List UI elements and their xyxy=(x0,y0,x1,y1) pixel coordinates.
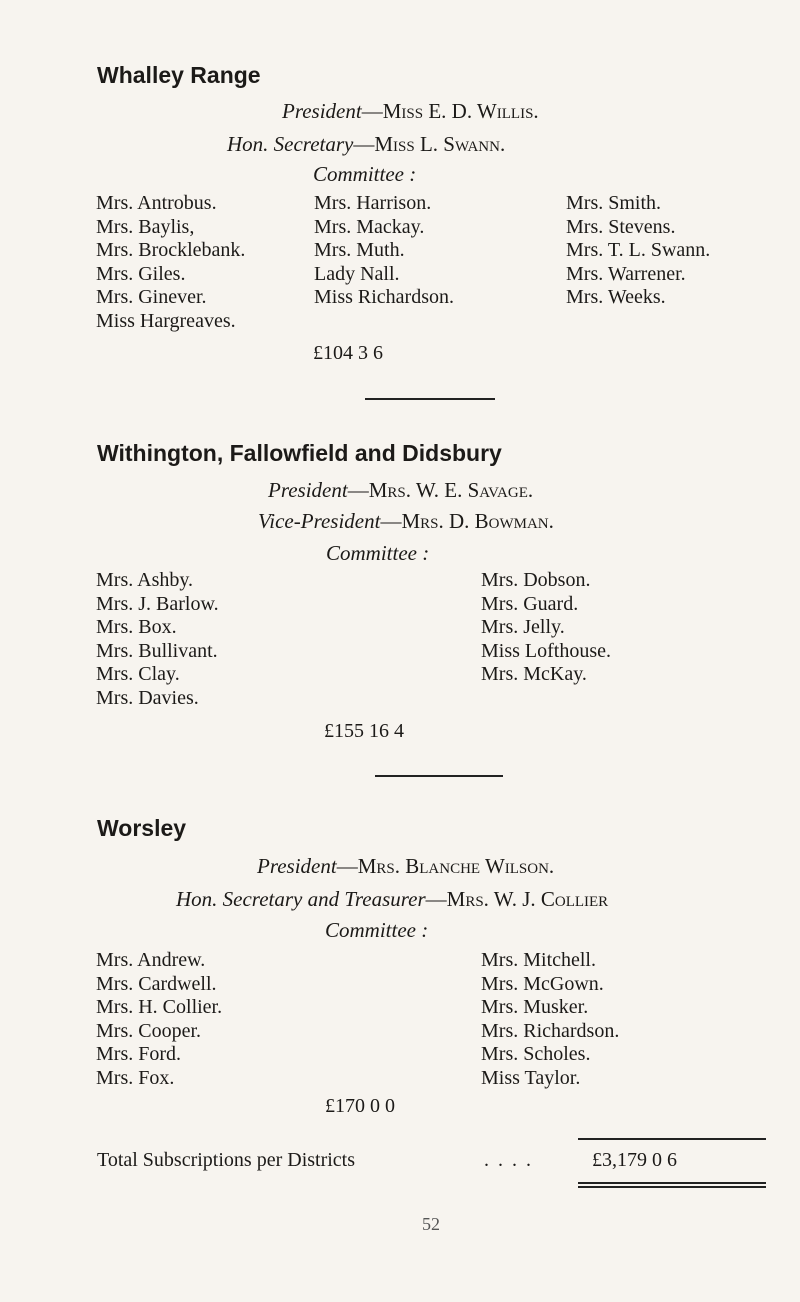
member: Miss Lofthouse. xyxy=(481,639,611,662)
member: Mrs. Ashby. xyxy=(96,569,194,591)
member: Mrs. Jelly. xyxy=(481,616,565,638)
member: Mrs. Cardwell. xyxy=(96,972,217,995)
member: Mrs. Andrew. xyxy=(96,949,206,971)
section-heading: Whalley Range xyxy=(97,62,261,88)
member: Mrs. Cooper. xyxy=(96,1019,201,1042)
member: Mrs. Warrener. xyxy=(566,262,686,285)
member: Mrs. Smith. xyxy=(566,192,662,214)
committee-column-2 xyxy=(481,569,611,687)
committee-column-2 xyxy=(481,949,619,1090)
committee-column-3 xyxy=(566,192,710,310)
committee-label: Committee : xyxy=(313,162,417,186)
member: Mrs. Davies. xyxy=(96,686,199,709)
committee-label: Committee : xyxy=(325,918,429,942)
committee-column-1 xyxy=(96,569,219,710)
member: Mrs. H. Collier. xyxy=(96,996,223,1018)
member: Mrs. Musker. xyxy=(481,996,589,1018)
member: Miss Taylor. xyxy=(481,1066,581,1089)
member: Mrs. Ford. xyxy=(96,1043,182,1065)
member: Mrs. McGown. xyxy=(481,972,604,995)
member: Mrs. McKay. xyxy=(481,663,587,685)
section-divider xyxy=(365,398,495,400)
member: Mrs. Muth. xyxy=(314,239,405,261)
committee-column-1 xyxy=(96,949,222,1090)
member: Mrs. Mitchell. xyxy=(481,949,596,971)
member: Mrs. Scholes. xyxy=(481,1043,591,1065)
committee-column-2 xyxy=(314,192,454,310)
secretary-line: Hon. Secretary—Miss L. Swann. xyxy=(227,132,506,156)
committee-label: Committee : xyxy=(326,541,430,565)
member: Mrs. Richardson. xyxy=(481,1019,620,1042)
member: Miss Richardson. xyxy=(314,286,454,308)
member: Mrs. Weeks. xyxy=(566,286,666,308)
member: Mrs. Giles. xyxy=(96,262,186,285)
member: Mrs. Dobson. xyxy=(481,569,591,591)
member: Mrs. Mackay. xyxy=(314,215,425,238)
member: Mrs. Harrison. xyxy=(314,192,432,214)
section-amount: £104 3 6 xyxy=(313,342,383,364)
section-heading: Worsley xyxy=(97,815,187,841)
section-amount: £170 0 0 xyxy=(325,1095,395,1117)
total-rule-top xyxy=(578,1138,766,1140)
committee-column-1 xyxy=(96,192,245,333)
vice-president-line: Vice-President—Mrs. D. Bowman. xyxy=(258,509,554,533)
total-double-rule-1 xyxy=(578,1182,766,1184)
member: Miss Hargreaves. xyxy=(96,309,236,332)
member: Mrs. Guard. xyxy=(481,592,579,615)
secretary-treasurer-line: Hon. Secretary and Treasurer—Mrs. W. J. Collier xyxy=(176,887,609,911)
member: Mrs. Bullivant. xyxy=(96,639,218,662)
total-amount: £3,179 0 6 xyxy=(592,1149,677,1171)
page-number: 52 xyxy=(422,1214,440,1234)
member: Mrs. Clay. xyxy=(96,663,180,685)
president-line: President—Miss E. D. Willis. xyxy=(282,99,539,123)
member: Mrs. J. Barlow. xyxy=(96,592,219,615)
member: Mrs. Antrobus. xyxy=(96,192,217,214)
member: Mrs. Stevens. xyxy=(566,215,676,238)
total-double-rule-2 xyxy=(578,1186,766,1188)
section-heading: Withington, Fallowfield and Didsbury xyxy=(97,440,502,466)
member: Mrs. Box. xyxy=(96,616,177,638)
total-label: Total Subscriptions per Districts xyxy=(97,1149,356,1171)
president-line: President—Mrs. Blanche Wilson. xyxy=(257,854,555,878)
member: Mrs. Fox. xyxy=(96,1066,175,1089)
member: Mrs. Baylis, xyxy=(96,215,195,238)
total-leader-dots: . . . . xyxy=(484,1149,533,1171)
member: Mrs. Brocklebank. xyxy=(96,239,246,261)
section-amount: £155 16 4 xyxy=(324,720,404,742)
section-divider xyxy=(375,775,503,777)
president-line: President—Mrs. W. E. Savage. xyxy=(268,478,534,502)
member: Lady Nall. xyxy=(314,262,400,285)
member: Mrs. Ginever. xyxy=(96,286,207,308)
member: Mrs. T. L. Swann. xyxy=(566,239,711,261)
